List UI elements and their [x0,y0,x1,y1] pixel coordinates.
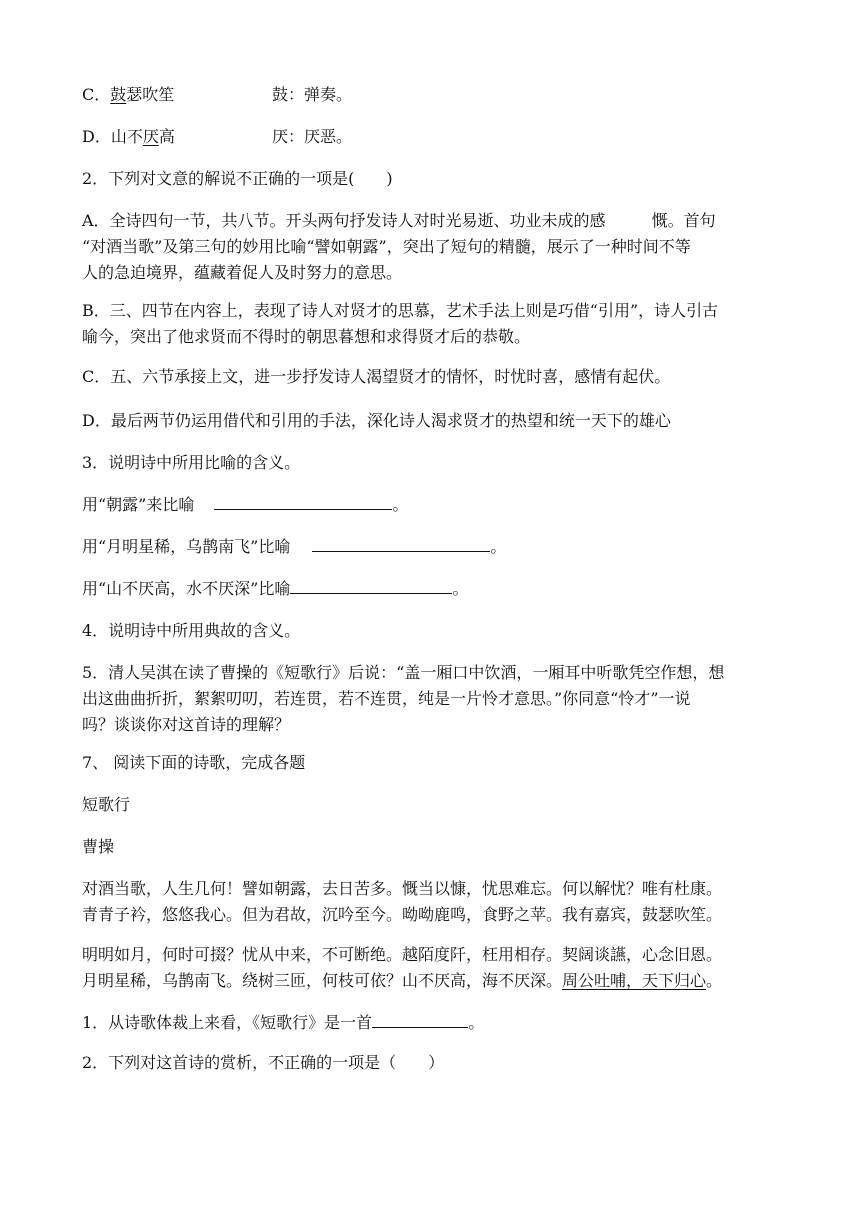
answer-blank[interactable] [290,577,452,594]
q2-option-a-line3: 人的急迫境界，蕴藏着促人及时努力的意思。 [82,263,403,282]
q2-option-d: D．最后两节仍运用借代和引用的手法，深化诗人渴求贤才的热望和统一天下的雄心 [82,411,671,430]
underlined-char: 厌 [142,127,159,146]
poem-question-2: 2．下列对这首诗的赏析，不正确的一项是（ ） [82,1053,445,1072]
underlined-phrase: 周公吐哺，天下归心 [562,971,707,990]
answer-blank[interactable] [372,1011,468,1028]
answer-blank[interactable] [214,493,392,510]
question-2-stem: 2．下列对文意的解说不正确的一项是( ) [82,169,393,188]
question-3-stem: 3．说明诗中所用比喻的含义。 [82,453,301,472]
q2-option-b-line1: B．三、四节在内容上，表现了诗人对贤才的思慕，艺术手法上则是巧借“引用”，诗人引古 [82,301,719,320]
poem-stanza2-line1: 明明如月，何时可掇？忧从中来，不可断绝。越陌度阡，枉用相存。契阔谈讌，心念旧恩。 [82,945,723,964]
section-7-heading: 7、 阅读下面的诗歌，完成各题 [82,753,306,772]
poem-stanza1-line1: 对酒当歌，人生几何！譬如朝露，去日苦多。慨当以慷，忧思难忘。何以解忧？唯有杜康。 [82,879,723,898]
underlined-char: 鼓 [110,85,127,104]
q2-option-c: C．五、六节承接上文，进一步抒发诗人渴望贤才的情怀，时忧时喜，感情有起伏。 [82,367,671,386]
q2-option-a-line2: “对酒当歌”及第三句的妙用比喻“譬如朝露”，突出了短句的精髓，展示了一种时间不等 [82,237,691,256]
answer-blank[interactable] [312,535,490,552]
q2-option-a-line1: A．全诗四句一节，共八节。开头两句抒发诗人对时光易逝、功业未成的感 慨。首句 [82,211,716,230]
gloss-d: 厌：厌恶。 [272,127,353,146]
q3-item-2: 用“月明星稀，乌鹊南飞”比喻 。 [82,537,507,556]
option-c-line: C．鼓瑟吹笙 鼓：弹奏。 [82,85,353,104]
poem-question-1: 1．从诗歌体裁上来看，《短歌行》是一首 。 [82,1013,485,1032]
gloss-c: 鼓：弹奏。 [272,85,353,104]
poem-title: 短歌行 [82,795,131,814]
q5-line3: 吗？谈谈你对这首诗的理解？ [82,715,291,734]
option-d-line: D．山不厌高 厌：厌恶。 [82,127,353,146]
q3-item-3: 用“山不厌高，水不厌深”比喻 。 [82,579,469,598]
q5-line2: 出这曲曲折折，絮絮叨叨，若连贯，若不连贯，纯是一片怜才意思。”你同意“怜才”一说 [82,689,691,708]
poem-author: 曹操 [82,837,115,856]
q2-option-b-line2: 喻今，突出了他求贤而不得时的朝思暮想和求得贤才后的恭敬。 [82,327,531,346]
poem-stanza1-line2: 青青子衿，悠悠我心。但为君故，沉吟至今。呦呦鹿鸣，食野之苹。我有嘉宾，鼓瑟吹笙。 [82,905,723,924]
question-4-stem: 4．说明诗中所用典故的含义。 [82,621,301,640]
q3-item-1: 用“朝露”来比喻 。 [82,495,409,514]
q5-line1: 5．清人吴淇在读了曹操的《短歌行》后说：“盖一厢口中饮酒，一厢耳中听歌凭空作想，想 [82,663,725,682]
poem-stanza2-line2: 月明星稀，乌鹊南飞。绕树三匝，何枝可依？山不厌高，海不厌深。周公吐哺，天下归心。 [82,971,723,990]
